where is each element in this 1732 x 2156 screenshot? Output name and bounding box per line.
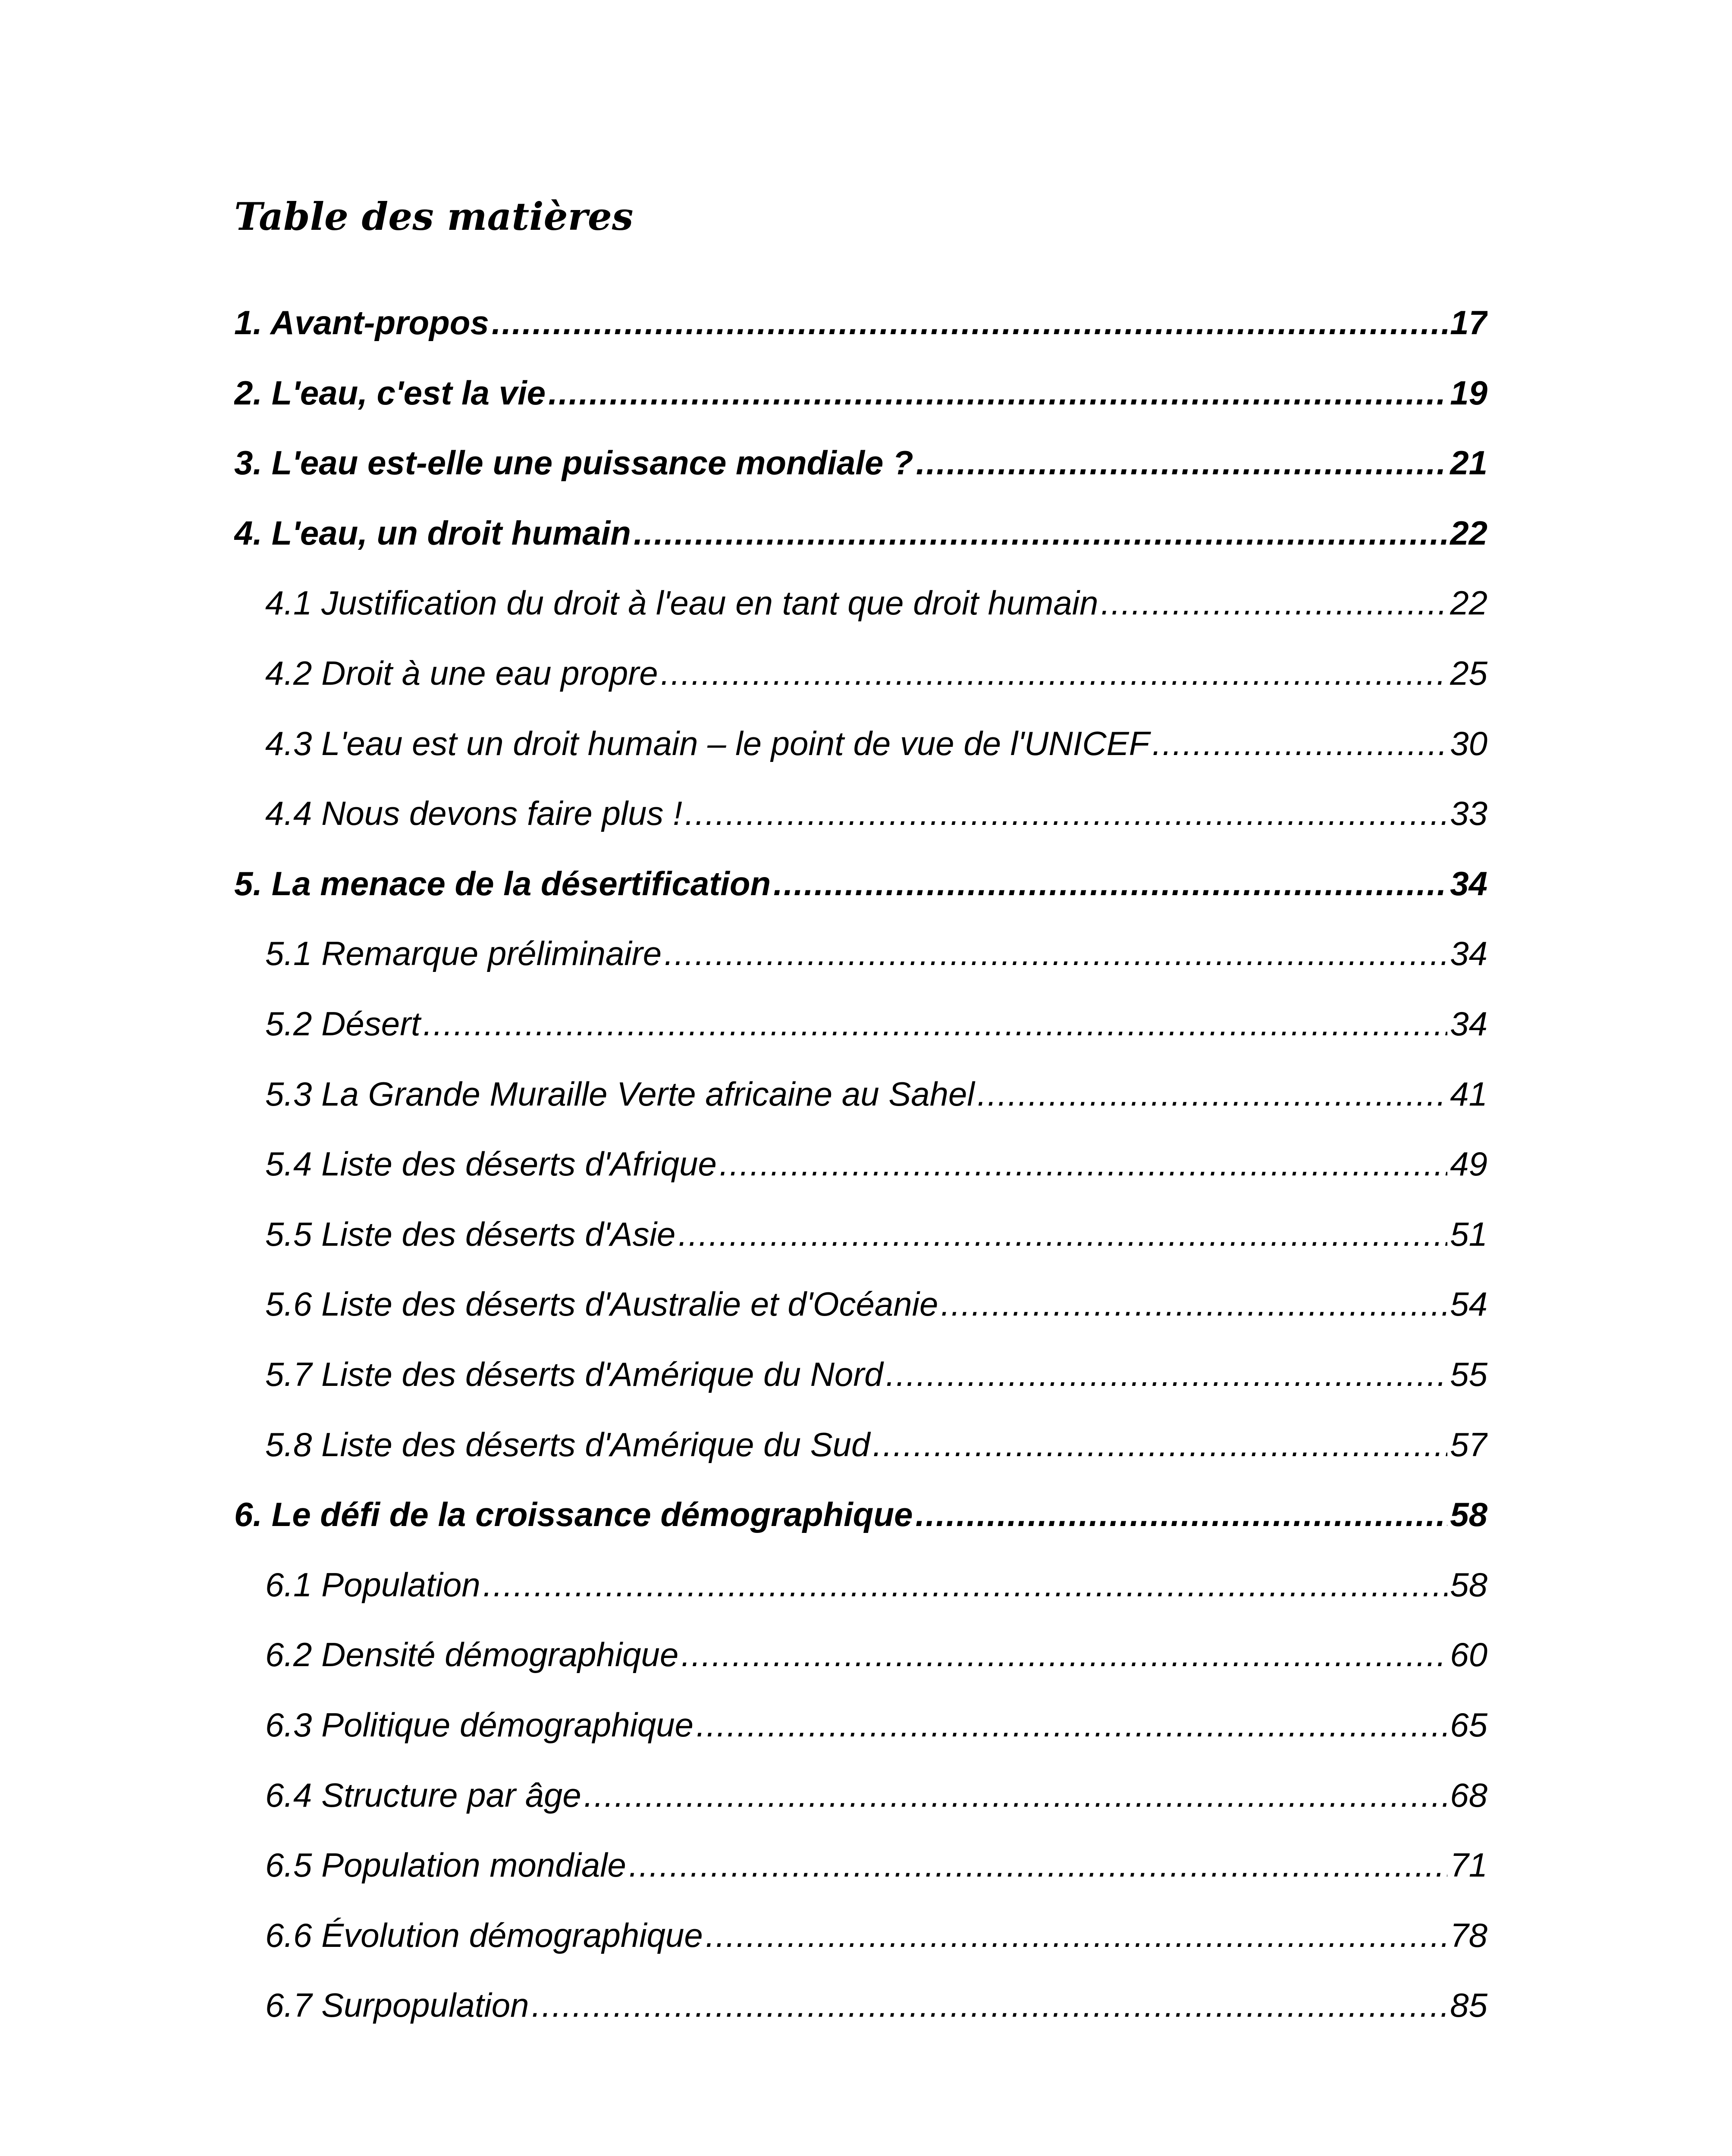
toc-entry[interactable]	[265, 1070, 1487, 1118]
toc-dot-leader	[872, 1421, 1447, 1468]
toc-entry[interactable]	[234, 439, 1487, 486]
toc-dot-leader	[681, 1631, 1447, 1678]
toc-entry[interactable]	[234, 299, 1487, 346]
toc-title: Table des matières	[234, 194, 634, 239]
toc-page-number: 58	[1450, 1566, 1487, 1604]
toc-page-number: 65	[1450, 1706, 1487, 1744]
toc-entry-title: 1. Avant-propos	[234, 304, 489, 342]
toc-page-number: 71	[1450, 1846, 1487, 1884]
toc-page-number: 49	[1450, 1145, 1487, 1183]
toc-page-number: 33	[1450, 794, 1487, 832]
toc-entry-title: 2. L'eau, c'est la vie	[234, 374, 546, 412]
toc-dot-leader	[915, 1491, 1447, 1538]
toc-page-number: 34	[1450, 865, 1487, 903]
toc-page-number: 22	[1450, 514, 1487, 552]
toc-entry[interactable]	[265, 1210, 1487, 1258]
toc-entry-title: 5.8 Liste des déserts d'Amérique du Sud	[265, 1426, 870, 1463]
toc-entry-title: 5.6 Liste des déserts d'Australie et d'Océanie	[265, 1285, 938, 1323]
toc-entry[interactable]	[265, 1912, 1487, 1959]
toc-dot-leader	[629, 1841, 1447, 1889]
toc-dot-leader	[531, 1981, 1447, 2029]
toc-entry[interactable]	[265, 720, 1487, 767]
toc-page-number: 30	[1450, 724, 1487, 762]
toc-dot-leader	[483, 1561, 1447, 1608]
toc-entry[interactable]	[265, 1351, 1487, 1398]
toc-entry[interactable]	[234, 509, 1487, 557]
toc-entry[interactable]	[265, 1280, 1487, 1328]
toc-entry[interactable]	[265, 649, 1487, 697]
toc-entry-title: 5. La menace de la désertification	[234, 865, 771, 903]
toc-dot-leader	[492, 299, 1447, 346]
toc-page-number: 17	[1450, 304, 1487, 342]
toc-dot-leader	[941, 1280, 1447, 1328]
toc-dot-leader	[1152, 720, 1447, 767]
toc-entry[interactable]	[265, 1841, 1487, 1889]
toc-dot-leader	[706, 1912, 1448, 1959]
toc-entry[interactable]	[265, 1000, 1487, 1047]
toc-page-number: 21	[1450, 444, 1487, 482]
toc-entry-title: 5.5 Liste des déserts d'Asie	[265, 1215, 676, 1253]
toc-entry-title: 3. L'eau est-elle une puissance mondiale ?	[234, 444, 913, 482]
toc-dot-leader	[664, 930, 1447, 977]
toc-page-number: 34	[1450, 934, 1487, 972]
toc-page-number: 41	[1450, 1075, 1487, 1113]
toc-page-number: 68	[1450, 1776, 1487, 1814]
toc-entry[interactable]	[234, 860, 1487, 907]
toc-entry-title: 4.4 Nous devons faire plus !	[265, 794, 682, 832]
toc-dot-leader	[661, 649, 1448, 697]
toc-entry-title: 6.6 Évolution démographique	[265, 1916, 703, 1954]
toc-dot-leader	[548, 369, 1447, 417]
toc-entry[interactable]	[265, 1561, 1487, 1608]
toc-page-number: 78	[1450, 1916, 1487, 1954]
toc-entry[interactable]	[234, 1491, 1487, 1538]
toc-page-number: 34	[1450, 1005, 1487, 1043]
toc-dot-leader	[634, 509, 1447, 557]
toc-entry[interactable]	[265, 1421, 1487, 1468]
toc-entry-title: 4.3 L'eau est un droit humain – le point de vue de l'UNICEF	[265, 724, 1150, 762]
toc-entry-title: 4. L'eau, un droit humain	[234, 514, 631, 552]
toc-entry[interactable]	[265, 1701, 1487, 1749]
toc-entry[interactable]	[265, 790, 1487, 837]
toc-entry[interactable]	[234, 369, 1487, 417]
toc-entry-title: 4.1 Justification du droit à l'eau en tant que droit humain	[265, 584, 1098, 622]
toc-page-number: 25	[1450, 654, 1487, 692]
toc-dot-leader	[719, 1140, 1447, 1188]
toc-entry[interactable]	[265, 930, 1487, 977]
toc-dot-leader	[423, 1000, 1447, 1047]
toc-entry-title: 5.7 Liste des déserts d'Amérique du Nord	[265, 1355, 883, 1393]
toc-entry-title: 6.3 Politique démographique	[265, 1706, 694, 1744]
toc-entry-title: 6.5 Population mondiale	[265, 1846, 626, 1884]
toc-dot-leader	[584, 1771, 1447, 1819]
toc-page-number: 85	[1450, 1986, 1487, 2024]
toc-entry-title: 5.4 Liste des déserts d'Afrique	[265, 1145, 717, 1183]
toc-page-number: 55	[1450, 1355, 1487, 1393]
toc-entry[interactable]	[265, 1631, 1487, 1678]
toc-entry-title: 4.2 Droit à une eau propre	[265, 654, 658, 692]
toc-dot-leader	[977, 1070, 1447, 1118]
toc-dot-leader	[678, 1210, 1447, 1258]
toc-page-number: 58	[1450, 1495, 1487, 1533]
toc-dot-leader	[685, 790, 1447, 837]
toc-entry[interactable]	[265, 579, 1487, 627]
toc-page-number: 54	[1450, 1285, 1487, 1323]
toc-entry[interactable]	[265, 1981, 1487, 2029]
toc-dot-leader	[773, 860, 1447, 907]
toc-dot-leader	[1101, 579, 1447, 627]
toc-entry-title: 6. Le défi de la croissance démographique	[234, 1495, 913, 1533]
toc-entry-title: 6.4 Structure par âge	[265, 1776, 581, 1814]
toc-entry-title: 6.7 Surpopulation	[265, 1986, 529, 2024]
toc-dot-leader	[696, 1701, 1447, 1749]
toc-dot-leader	[916, 439, 1448, 486]
toc-entry-title: 5.2 Désert	[265, 1005, 420, 1043]
toc-page-number: 57	[1450, 1426, 1487, 1463]
toc-entry-title: 5.1 Remarque préliminaire	[265, 934, 662, 972]
toc-page-number: 60	[1450, 1636, 1487, 1673]
toc-dot-leader	[886, 1351, 1448, 1398]
toc-entry-title: 6.1 Population	[265, 1566, 480, 1604]
toc-page-number: 19	[1450, 374, 1487, 412]
toc-page-number: 22	[1450, 584, 1487, 622]
toc-entry[interactable]	[265, 1771, 1487, 1819]
toc-entry[interactable]	[265, 1140, 1487, 1188]
toc-entry-title: 6.2 Densité démographique	[265, 1636, 679, 1673]
toc-page-number: 51	[1450, 1215, 1487, 1253]
toc-entry-title: 5.3 La Grande Muraille Verte africaine au Sahel	[265, 1075, 975, 1113]
